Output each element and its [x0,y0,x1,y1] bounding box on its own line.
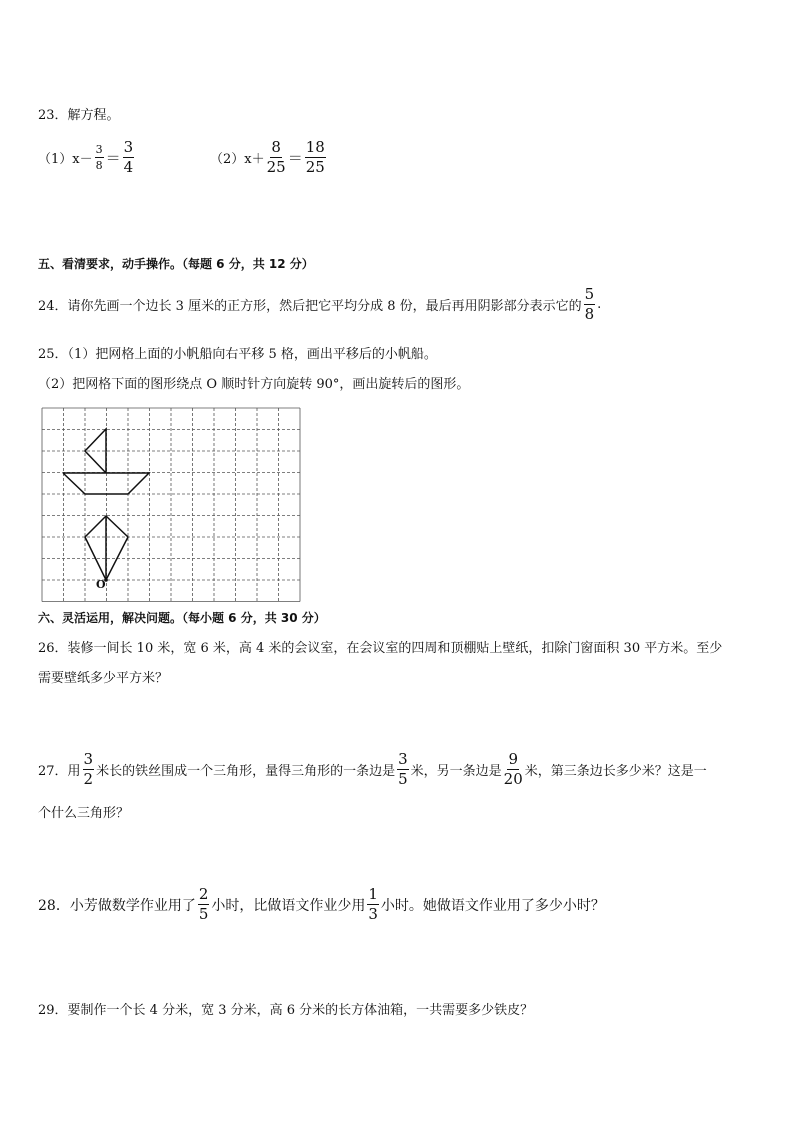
q27-fraction-3: $\frac{9}{20}$ [503,750,523,788]
q28-text-1: 28．小芳做数学作业用了 [38,897,196,914]
eq2-label: （2）x＋ [210,152,265,167]
eq2-fraction-2: $\frac{18}{25}$ [305,138,325,176]
section-5-title: 五、看清要求，动手操作。（每题 6 分，共 12 分） [38,257,314,271]
q27-text-3: 米，另一条边是 [410,764,502,779]
q26-line-2: 需要壁纸多少平方米？ [38,671,169,686]
q24-text: 24．请你先画一个边长 3 厘米的正方形，然后把它平均分成 8 份，最后再用阴影部分表示它的 [38,299,582,314]
section-6-title: 六、灵活运用，解决问题。（每小题 6 分，共 30 分） [38,611,326,625]
q27-line-2: 个什么三角形？ [38,806,130,821]
kite-shape [85,516,128,580]
q23-equation-2 [210,140,328,175]
q28-fraction-2: $\frac{1}{3}$ [368,885,378,923]
sailboat-shape [63,429,149,494]
eq1-equals: ＝ [105,149,121,167]
sailboat-hull [63,473,149,494]
q28-text-2: 小时，比做语文作业少用 [211,897,366,914]
eq1-fraction-2: $\frac{3}{4}$ [123,138,134,176]
q28-text-3: 小时。她做语文作业用了多少小时？ [380,897,605,914]
q29-text: 29．要制作一个长 4 分米，宽 3 分米，高 6 分米的长方体油箱，一共需要多少铁皮？ [38,1003,534,1018]
q27-text-1: 27．用 [38,764,81,779]
q24-fraction: $\frac{5}{8}$ [584,285,595,323]
q28-fraction-1: $\frac{2}{5}$ [198,885,209,923]
q27-fraction-1: $\frac{3}{2}$ [83,750,94,788]
q28-line [38,887,605,922]
q25-part-2: （2）把网格下面的图形绕点 O 顺时针方向旋转 90°，画出旋转后的图形。 [38,377,470,392]
q27-text-2: 米长的铁丝围成一个三角形，量得三角形的一条边是 [96,764,396,779]
grid-lines [42,408,300,602]
eq1-label: （1）x－ [38,152,93,167]
q24-line [38,287,601,322]
q25-part-1: 25．（1）把网格上面的小帆船向右平移 5 格，画出平移后的小帆船。 [38,347,437,362]
point-o-label: O [96,578,106,591]
q27-text-4: 米，第三条边长多少米？这是一 [524,764,707,779]
q27-fraction-2: $\frac{3}{5}$ [398,750,408,788]
q25-grid-figure [40,406,302,602]
q23-title: 23．解方程。 [38,108,120,123]
eq1-fraction-1: $\frac{3}{8}$ [95,143,103,172]
eq2-equals: ＝ [287,149,303,167]
grid-svg [40,406,302,602]
eq2-fraction-1: $\frac{8}{25}$ [266,138,286,176]
q24-end: . [597,297,602,312]
q27-line-1 [38,752,707,787]
q26-line-1: 26．装修一间长 10 米，宽 6 米，高 4 米的会议室，在会议室的四周和顶棚贴上壁纸，扣除门窗面积 30 平方米。至少 [38,641,723,656]
q23-equation-1 [38,140,136,175]
